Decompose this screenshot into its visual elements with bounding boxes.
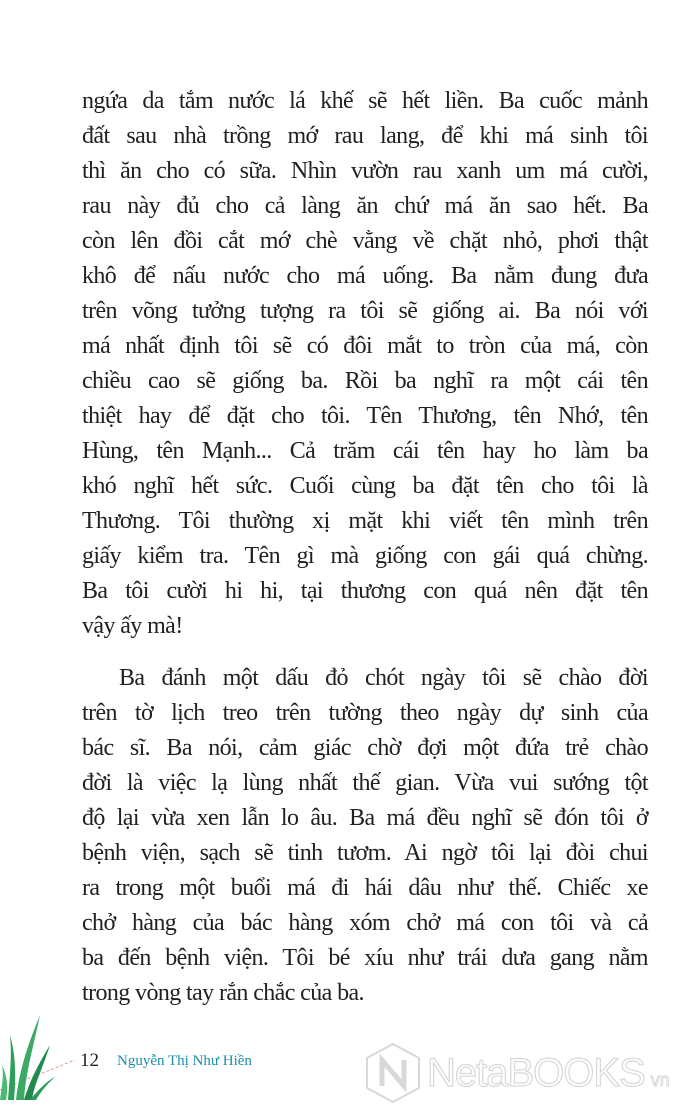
text-line: Hùng, tên Mạnh... Cả trăm cái tên hay ho làm ba [82,438,648,464]
text-line: ngứa da tắm nước lá khế sẽ hết liền. Ba cuốc mảnh [82,88,648,114]
text-line: trong vòng tay rắn chắc của ba. [82,980,364,1006]
watermark-brand: NetaBOOKS [427,1050,645,1095]
text-line: má nhất định tôi sẽ có đôi mắt to tròn của má, còn [82,333,648,359]
text-line: vậy ấy mà! [82,613,183,639]
text-line: đất sau nhà trồng mớ rau lang, để khi má sinh tôi [82,123,648,149]
grass-illustration [0,1005,80,1105]
text-line: ra trong một buổi má đi hái dâu như thế. Chiếc xe [82,875,648,901]
text-line: Ba đánh một dấu đỏ chót ngày tôi sẽ chào đời [119,665,648,691]
text-line: Ba tôi cười hi hi, tại thương con quá nên đặt tên [82,578,648,604]
body-text [82,84,648,1011]
text-line: Thương. Tôi thường xị mặt khi viết tên mình trên [82,508,648,534]
author-name: Nguyễn Thị Như Hiền [117,1053,252,1069]
text-line: bệnh viện, sạch sẽ tinh tươm. Ai ngờ tôi lại đòi chui [82,840,648,866]
text-line: chiều cao sẽ giống ba. Rồi ba nghĩ ra một cái tên [82,368,648,394]
text-line: rau này đủ cho cả làng ăn chứ má ăn sao hết. Ba [82,193,648,219]
text-line: ba đến bệnh viện. Tôi bé xíu như trái dưa gang nằm [82,945,648,971]
text-line: độ lại vừa xen lẫn lo âu. Ba má đều nghĩ sẽ đón tôi ở [82,805,648,831]
text-line: đời là việc lạ lùng nhất thế gian. Vừa vui sướng tột [82,770,648,796]
text-line: khó nghĩ hết sức. Cuối cùng ba đặt tên cho tôi là [82,473,648,499]
text-line: chở hàng của bác hàng xóm chở má con tôi và cả [82,910,648,936]
netabooks-logo-icon [365,1042,421,1104]
text-line: khô để nấu nước cho má uống. Ba nằm đung đưa [82,263,648,289]
page-number: 12 [80,1050,99,1071]
text-line: thì ăn cho có sữa. Nhìn vườn rau xanh um má cười, [82,158,648,184]
watermark [365,1042,670,1104]
text-line: còn lên đồi cắt mớ chè vằng về chặt nhỏ, phơi thật [82,228,648,254]
text-line: giấy kiểm tra. Tên gì mà giống con gái quá chừng. [82,543,648,569]
text-line: bác sĩ. Ba nói, cảm giác chờ đợi một đứa trẻ chào [82,735,648,761]
text-line: thiệt hay để đặt cho tôi. Tên Thương, tên Nhớ, tên [82,403,648,429]
text-line: trên tờ lịch treo trên tường theo ngày dự sinh của [82,700,648,726]
text-line: trên võng tưởng tượng ra tôi sẽ giống ai. Ba nói với [82,298,648,324]
watermark-suffix: vn [650,1069,670,1090]
